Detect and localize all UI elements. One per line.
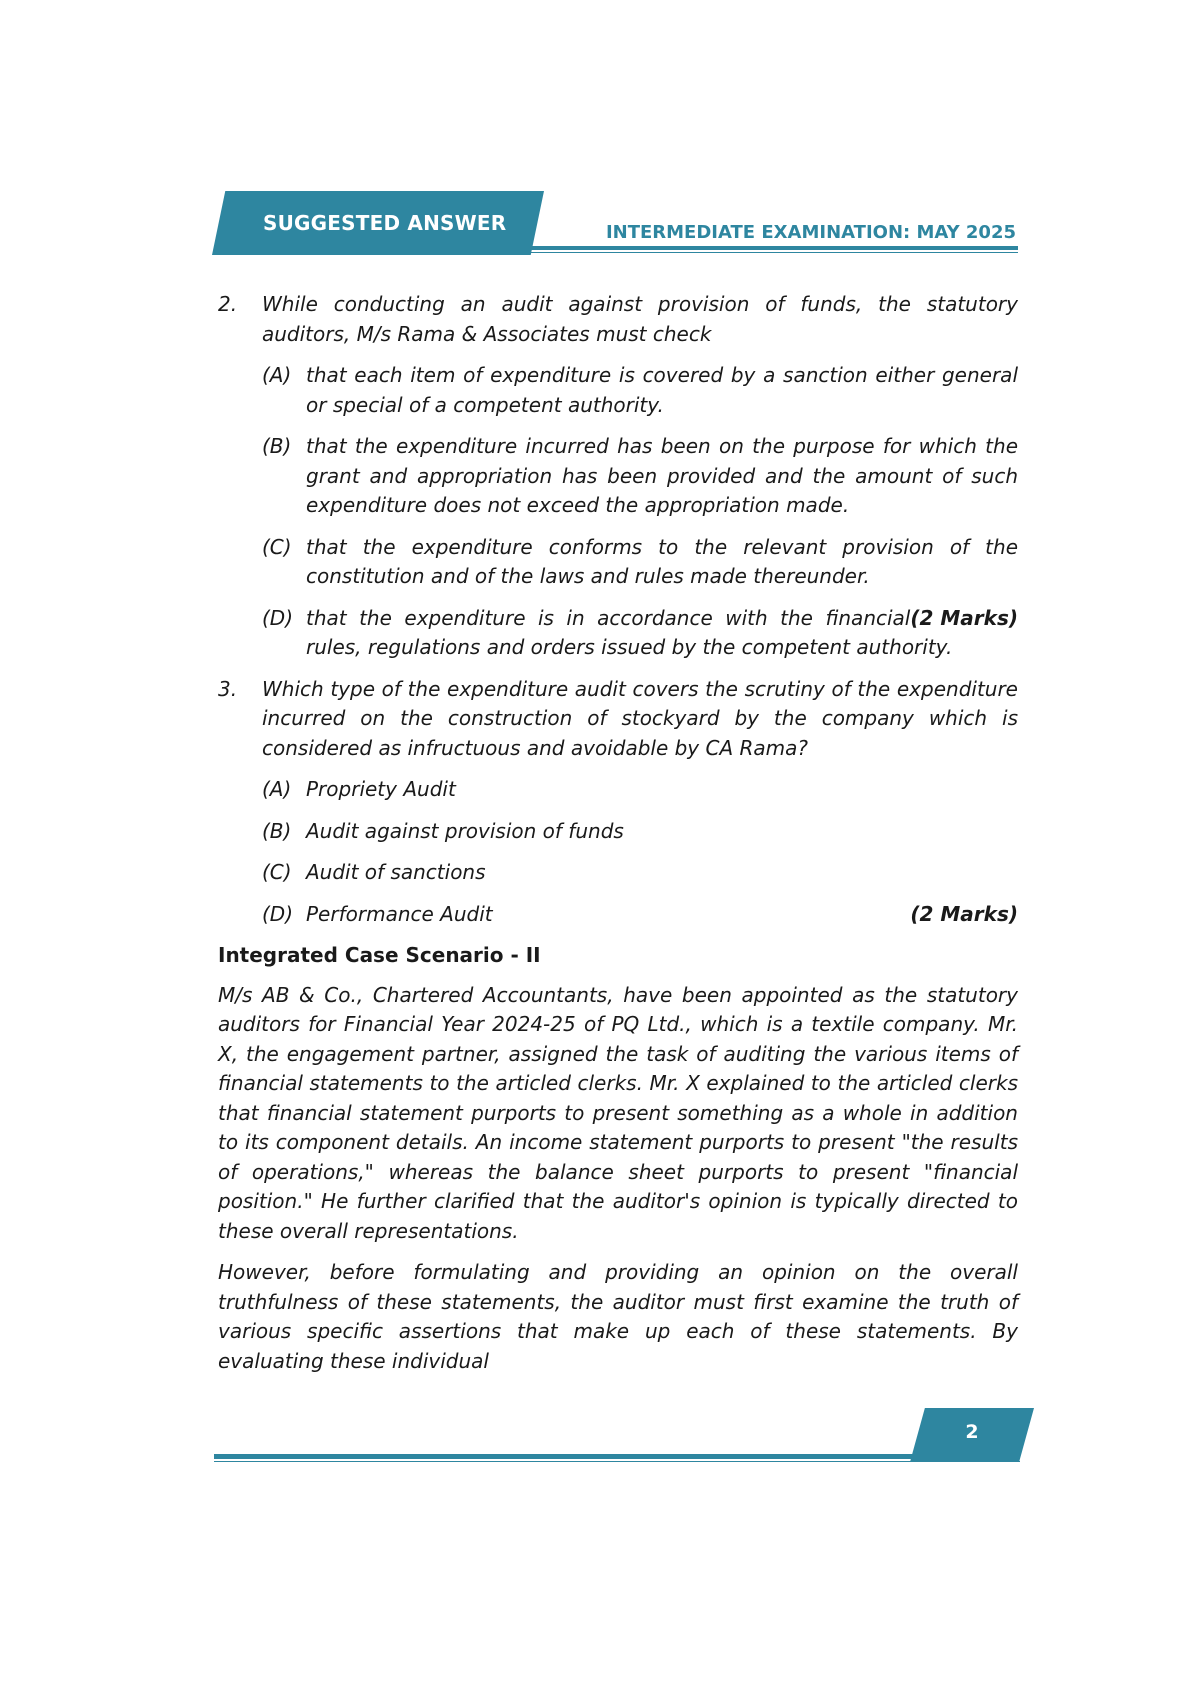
option (218, 432, 1018, 521)
option-text: Performance Audit (306, 901, 493, 926)
section-title: Integrated Case Scenario - II (218, 943, 541, 967)
question-3 (218, 675, 1018, 764)
option-label: (C) (262, 534, 292, 559)
option-text: Propriety Audit (306, 777, 456, 801)
option-label: (D) (262, 901, 294, 926)
option (218, 900, 1018, 930)
question-text: While conducting an audit against provision of funds, the statutory auditors, M/s Rama & Associates must check (262, 292, 1018, 346)
footer-rule (214, 1454, 1020, 1462)
option-label: (D) (262, 605, 294, 630)
option-label: (B) (262, 434, 292, 458)
option-label: (B) (262, 818, 292, 843)
marks-label: (2 Marks) (910, 901, 1018, 926)
case-paragraph: M/s AB & Co., Chartered Accountants, have been appointed as the statutory auditors for Financial Year 2024-25 of PQ Ltd., which is a textile company. Mr. X, the engagement partner, assigned the task of auditing the various items of financial statements to the articled clerks. Mr. X explained to the articled clerks that financial statement purports to present something as a whole in addition to its component details. An income statement purports to present "the results of operations," whereas the balance sheet purports to present "financial position." He further clarified that the auditor's opinion is typically directed to these overall representations. (218, 982, 1018, 1243)
option-text: that the expenditure incurred has been on the purpose for which the grant and appropriation has been provided and the amount of such expenditure does not exceed the appropriation made. (306, 434, 1018, 517)
question-2 (218, 290, 1018, 349)
page-content (218, 290, 1018, 1388)
option (218, 775, 1018, 805)
option (218, 361, 1018, 420)
exam-title: INTERMEDIATE EXAMINATION: MAY 2025 (605, 222, 1016, 243)
option-label: (C) (262, 860, 292, 884)
question-number: 3. (218, 676, 238, 701)
option-text: Audit of sanctions (306, 860, 486, 884)
option (218, 533, 1018, 592)
option-text: Audit against provision of funds (306, 818, 624, 843)
case-paragraph: However, before formulating and providing an opinion on the overall truthfulness of these statements, the auditor must first examine the truth of various specific assertions that make up each of these statements. By evaluating these individual (218, 1260, 1018, 1373)
option (218, 858, 1018, 888)
question-number: 2. (218, 292, 238, 316)
marks-label: (2 Marks) (910, 605, 1018, 630)
option-label: (A) (262, 777, 292, 801)
header-rule (528, 246, 1018, 253)
option (218, 604, 1018, 663)
question-text: Which type of the expenditure audit covers the scrutiny of the expenditure incurred on the construction of stockyard by the company which is considered as infructuous and avoidable by CA Rama? (262, 676, 1018, 760)
option-text: that the expenditure is in accordance with the financial rules, regulations and orders issued by the competent authority. (306, 605, 953, 659)
page-number: 2 (965, 1421, 979, 1443)
header-tab-label: SUGGESTED ANSWER (263, 211, 507, 235)
option-text: that the expenditure conforms to the relevant provision of the constitution and of the laws and rules made thereunder. (306, 534, 1018, 588)
option-label: (A) (262, 363, 292, 387)
option-text: that each item of expenditure is covered by a sanction either general or special of a competent authority. (306, 363, 1018, 417)
option (218, 817, 1018, 847)
